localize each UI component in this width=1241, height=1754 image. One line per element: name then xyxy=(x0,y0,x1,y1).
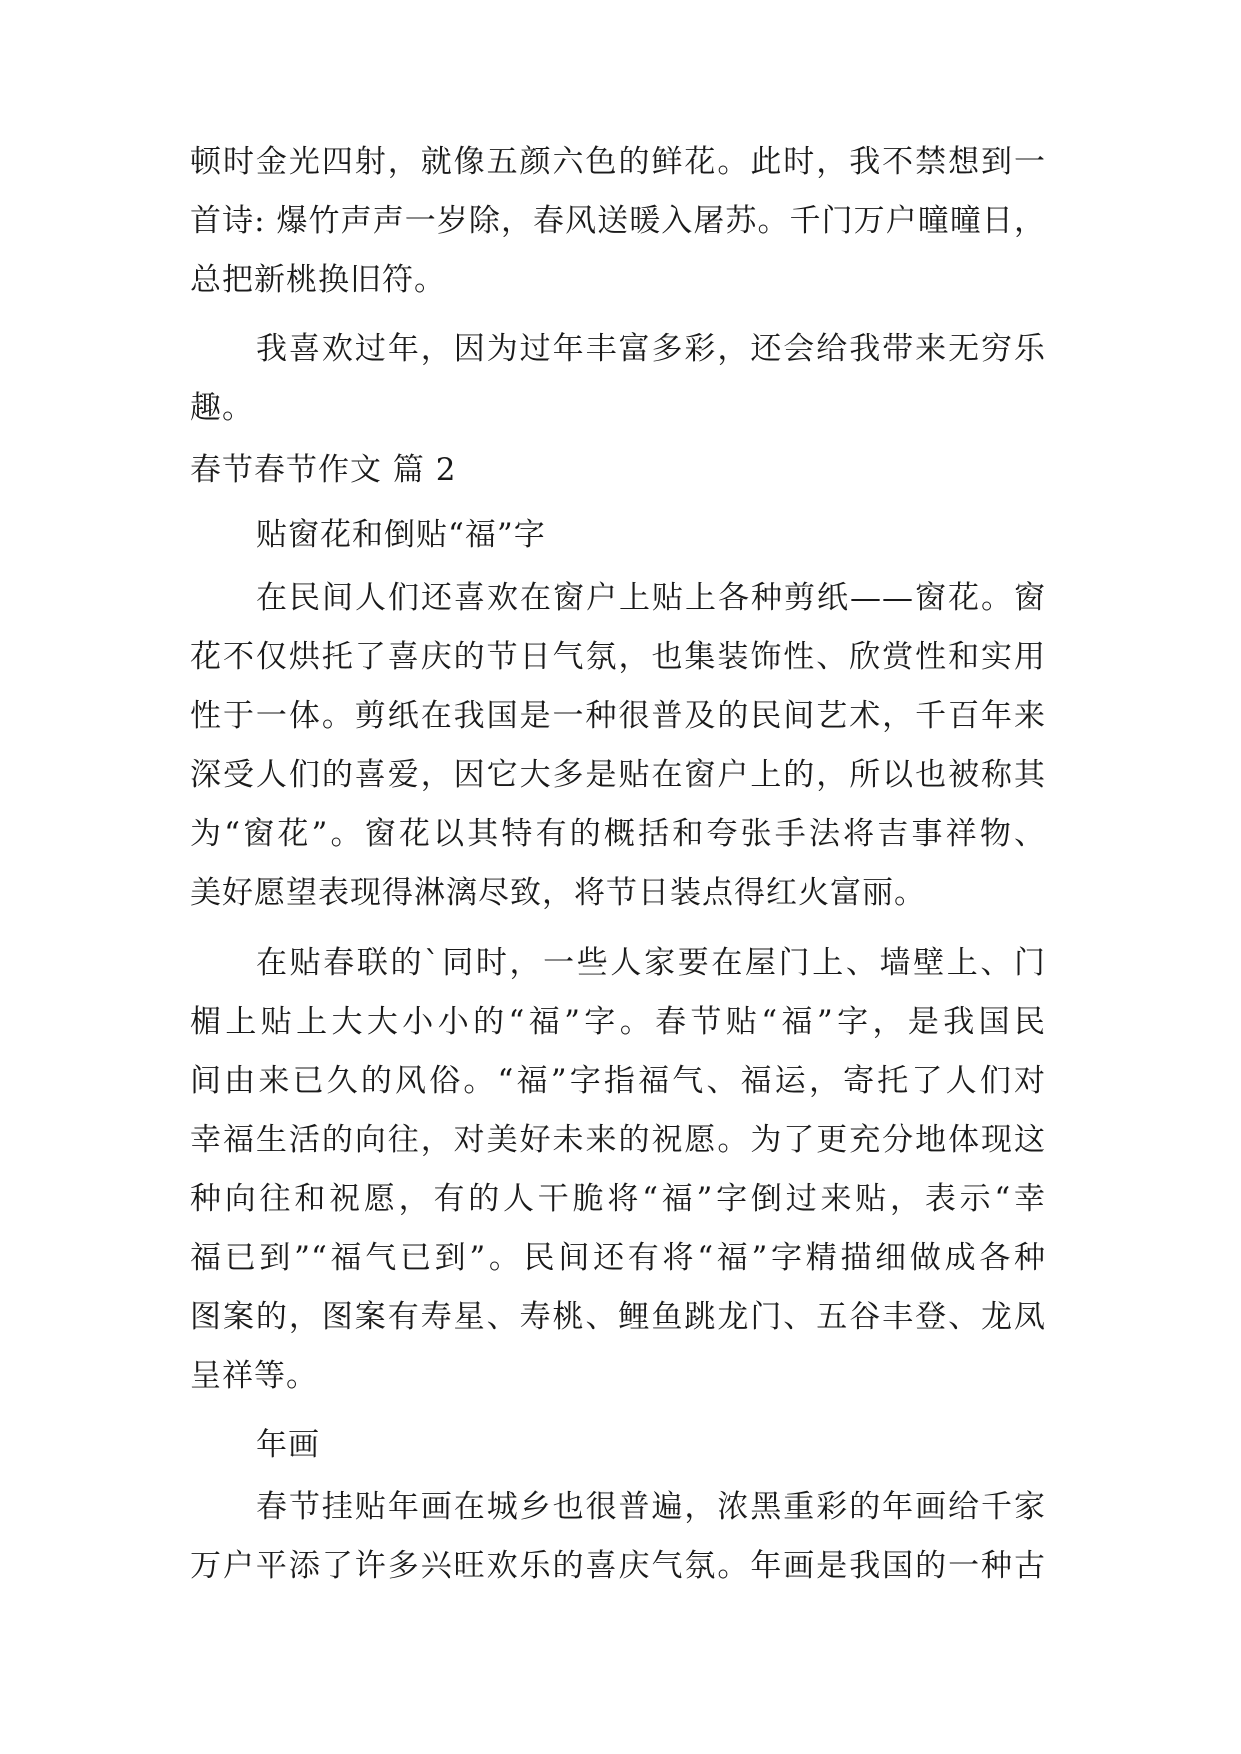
paragraph-line: 种向往和祝愿，有的人干脆将“福”字倒过来贴，表示“幸 xyxy=(190,1181,1046,1217)
paragraph-line: 为“窗花”。窗花以其特有的概括和夸张手法将吉事祥物、 xyxy=(190,816,1046,852)
paragraph-line: 首诗: 爆竹声声一岁除，春风送暖入屠苏。千门万户曈曈日， xyxy=(190,203,1046,239)
paragraph-line: 我喜欢过年，因为过年丰富多彩，还会给我带来无穷乐 xyxy=(256,331,1046,367)
subheading: 年画 xyxy=(256,1427,320,1463)
paragraph-line: 在民间人们还喜欢在窗户上贴上各种剪纸——窗花。窗 xyxy=(256,580,1046,616)
subheading: 贴窗花和倒贴“福”字 xyxy=(256,517,546,553)
paragraph-line: 趣。 xyxy=(190,390,254,426)
paragraph-line: 顿时金光四射，就像五颜六色的鲜花。此时，我不禁想到一 xyxy=(190,144,1046,180)
paragraph-line: 深受人们的喜爱，因它大多是贴在窗户上的，所以也被称其 xyxy=(190,757,1046,793)
paragraph-line: 美好愿望表现得淋漓尽致，将节日装点得红火富丽。 xyxy=(190,875,926,911)
paragraph-line: 性于一体。剪纸在我国是一种很普及的民间艺术，千百年来 xyxy=(190,698,1046,734)
section-heading: 春节春节作文 篇 2 xyxy=(190,452,457,488)
paragraph-line: 春节挂贴年画在城乡也很普遍，浓黑重彩的年画给千家 xyxy=(256,1489,1046,1525)
paragraph-line: 间由来已久的风俗。“福”字指福气、福运，寄托了人们对 xyxy=(190,1063,1046,1099)
paragraph-line: 万户平添了许多兴旺欢乐的喜庆气氛。年画是我国的一种古 xyxy=(190,1548,1046,1584)
paragraph-line: 图案的，图案有寿星、寿桃、鲤鱼跳龙门、五谷丰登、龙凤 xyxy=(190,1299,1046,1335)
paragraph-line: 福已到”“福气已到”。民间还有将“福”字精描细做成各种 xyxy=(190,1240,1046,1276)
paragraph-line: 在贴春联的`同时，一些人家要在屋门上、墙壁上、门 xyxy=(256,945,1046,981)
paragraph-line: 呈祥等。 xyxy=(190,1358,318,1394)
paragraph-line: 总把新桃换旧符。 xyxy=(190,262,446,298)
paragraph-line: 楣上贴上大大小小的“福”字。春节贴“福”字，是我国民 xyxy=(190,1004,1046,1040)
paragraph-line: 花不仅烘托了喜庆的节日气氛，也集装饰性、欣赏性和实用 xyxy=(190,639,1046,675)
paragraph-line: 幸福生活的向往，对美好未来的祝愿。为了更充分地体现这 xyxy=(190,1122,1046,1158)
